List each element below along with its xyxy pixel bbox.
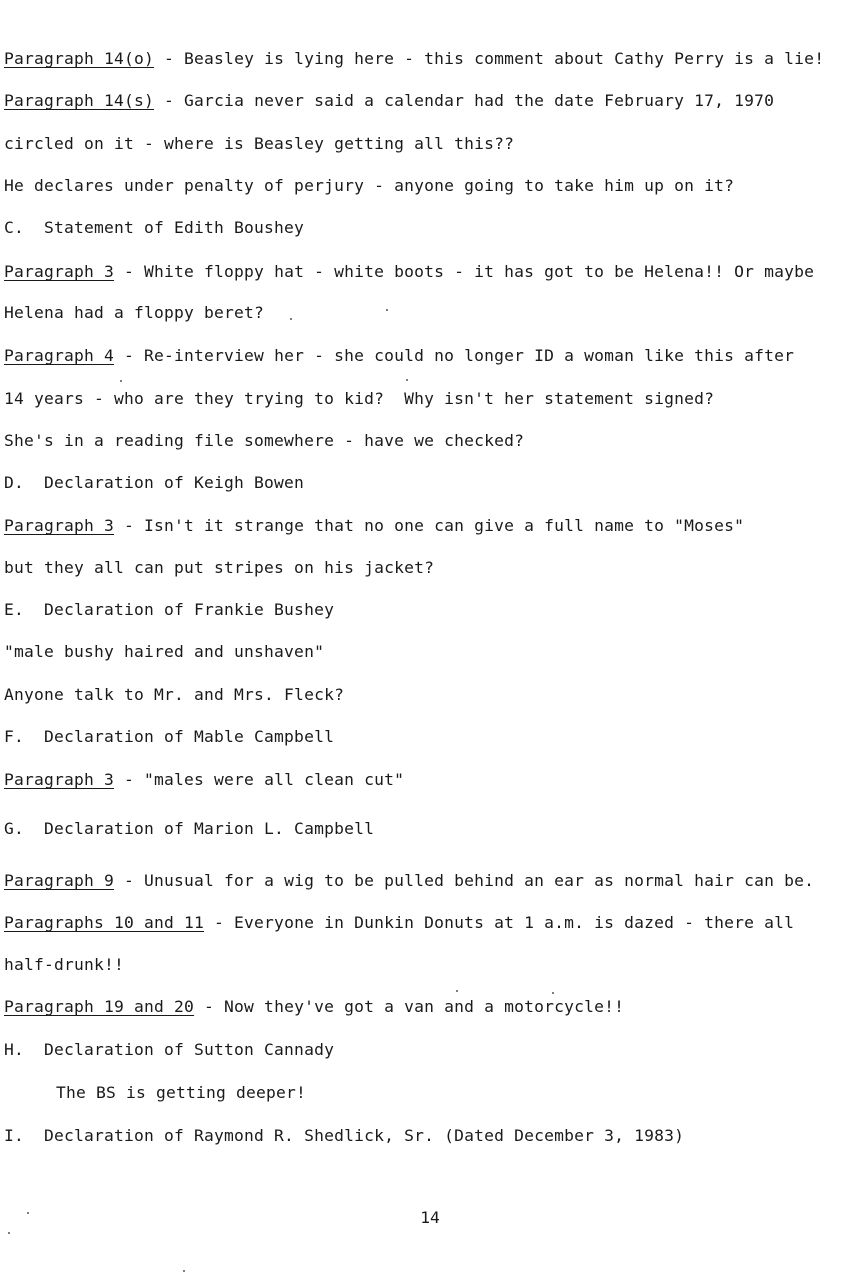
line-text: - White floppy hat - white boots - it has got to be Helena!! Or maybe xyxy=(114,262,815,281)
text-line xyxy=(4,261,814,283)
text-line xyxy=(4,769,404,791)
text-line xyxy=(4,870,814,892)
section-heading xyxy=(4,1039,334,1061)
text-line xyxy=(56,1082,306,1104)
section-heading xyxy=(4,1125,684,1147)
line-text: "male bushy haired and unshaven" xyxy=(4,642,325,661)
paragraph-reference: Paragraph 3 xyxy=(4,770,115,789)
page-number: 14 xyxy=(420,1208,440,1227)
line-text: - "males were all clean cut" xyxy=(114,770,405,789)
line-text: F. Declaration of Mable Campbell xyxy=(4,727,335,746)
text-line xyxy=(4,912,794,934)
line-text: - Unusual for a wig to be pulled behind an ear as normal hair can be. xyxy=(114,871,815,890)
paragraph-reference: Paragraph 3 xyxy=(4,516,115,535)
line-text: - Re-interview her - she could no longer ID a woman like this after xyxy=(114,346,795,365)
scan-speck xyxy=(120,380,122,382)
text-line xyxy=(4,641,324,663)
text-line xyxy=(4,345,794,367)
text-line xyxy=(4,48,824,70)
text-line xyxy=(4,954,124,976)
scan-speck xyxy=(290,318,292,320)
line-text: H. Declaration of Sutton Cannady xyxy=(4,1040,335,1059)
scan-speck xyxy=(183,1270,185,1272)
text-line xyxy=(4,684,344,706)
line-text: I. Declaration of Raymond R. Shedlick, Sr. (Dated December 3, 1983) xyxy=(4,1126,685,1145)
text-line xyxy=(4,557,434,579)
text-line xyxy=(4,515,744,537)
text-line xyxy=(4,388,714,410)
line-text: but they all can put stripes on his jacket? xyxy=(4,558,435,577)
line-text: D. Declaration of Keigh Bowen xyxy=(4,473,305,492)
line-text: He declares under penalty of perjury - anyone going to take him up on it? xyxy=(4,176,735,195)
line-text: - Beasley is lying here - this comment about Cathy Perry is a lie! xyxy=(154,49,825,68)
section-heading xyxy=(4,217,304,239)
paragraph-reference: Paragraphs 10 and 11 xyxy=(4,913,205,932)
paragraph-reference: Paragraph 14(s) xyxy=(4,91,155,110)
line-text: - Garcia never said a calendar had the date February 17, 1970 xyxy=(154,91,775,110)
text-line xyxy=(4,430,524,452)
text-line xyxy=(4,175,734,197)
line-text: The BS is getting deeper! xyxy=(56,1083,307,1102)
text-line xyxy=(4,302,264,324)
text-line xyxy=(4,90,774,112)
text-line xyxy=(4,133,514,155)
line-text: She's in a reading file somewhere - have we checked? xyxy=(4,431,525,450)
scan-speck xyxy=(27,1212,29,1214)
line-text: half-drunk!! xyxy=(4,955,125,974)
scan-speck xyxy=(406,379,408,381)
scan-speck xyxy=(386,309,388,311)
line-text: Helena had a floppy beret? xyxy=(4,303,265,322)
line-text: circled on it - where is Beasley getting all this?? xyxy=(4,134,515,153)
paragraph-reference: Paragraph 19 and 20 xyxy=(4,997,195,1016)
paragraph-reference: Paragraph 14(o) xyxy=(4,49,155,68)
line-text: C. Statement of Edith Boushey xyxy=(4,218,305,237)
line-text: E. Declaration of Frankie Bushey xyxy=(4,600,335,619)
line-text: - Everyone in Dunkin Donuts at 1 a.m. is dazed - there all xyxy=(204,913,795,932)
section-heading xyxy=(4,472,304,494)
line-text: - Isn't it strange that no one can give a full name to "Moses" xyxy=(114,516,745,535)
line-text: - Now they've got a van and a motorcycle!! xyxy=(194,997,625,1016)
scan-speck xyxy=(552,992,554,994)
paragraph-reference: Paragraph 4 xyxy=(4,346,115,365)
line-text: 14 years - who are they trying to kid? Why isn't her statement signed? xyxy=(4,389,715,408)
line-text: G. Declaration of Marion L. Campbell xyxy=(4,819,375,838)
paragraph-reference: Paragraph 3 xyxy=(4,262,115,281)
text-line xyxy=(4,996,624,1018)
paragraph-reference: Paragraph 9 xyxy=(4,871,115,890)
section-heading xyxy=(4,818,374,840)
scan-speck xyxy=(8,1232,10,1234)
line-text: Anyone talk to Mr. and Mrs. Fleck? xyxy=(4,685,345,704)
section-heading xyxy=(4,726,334,748)
section-heading xyxy=(4,599,334,621)
scan-speck xyxy=(456,990,458,992)
